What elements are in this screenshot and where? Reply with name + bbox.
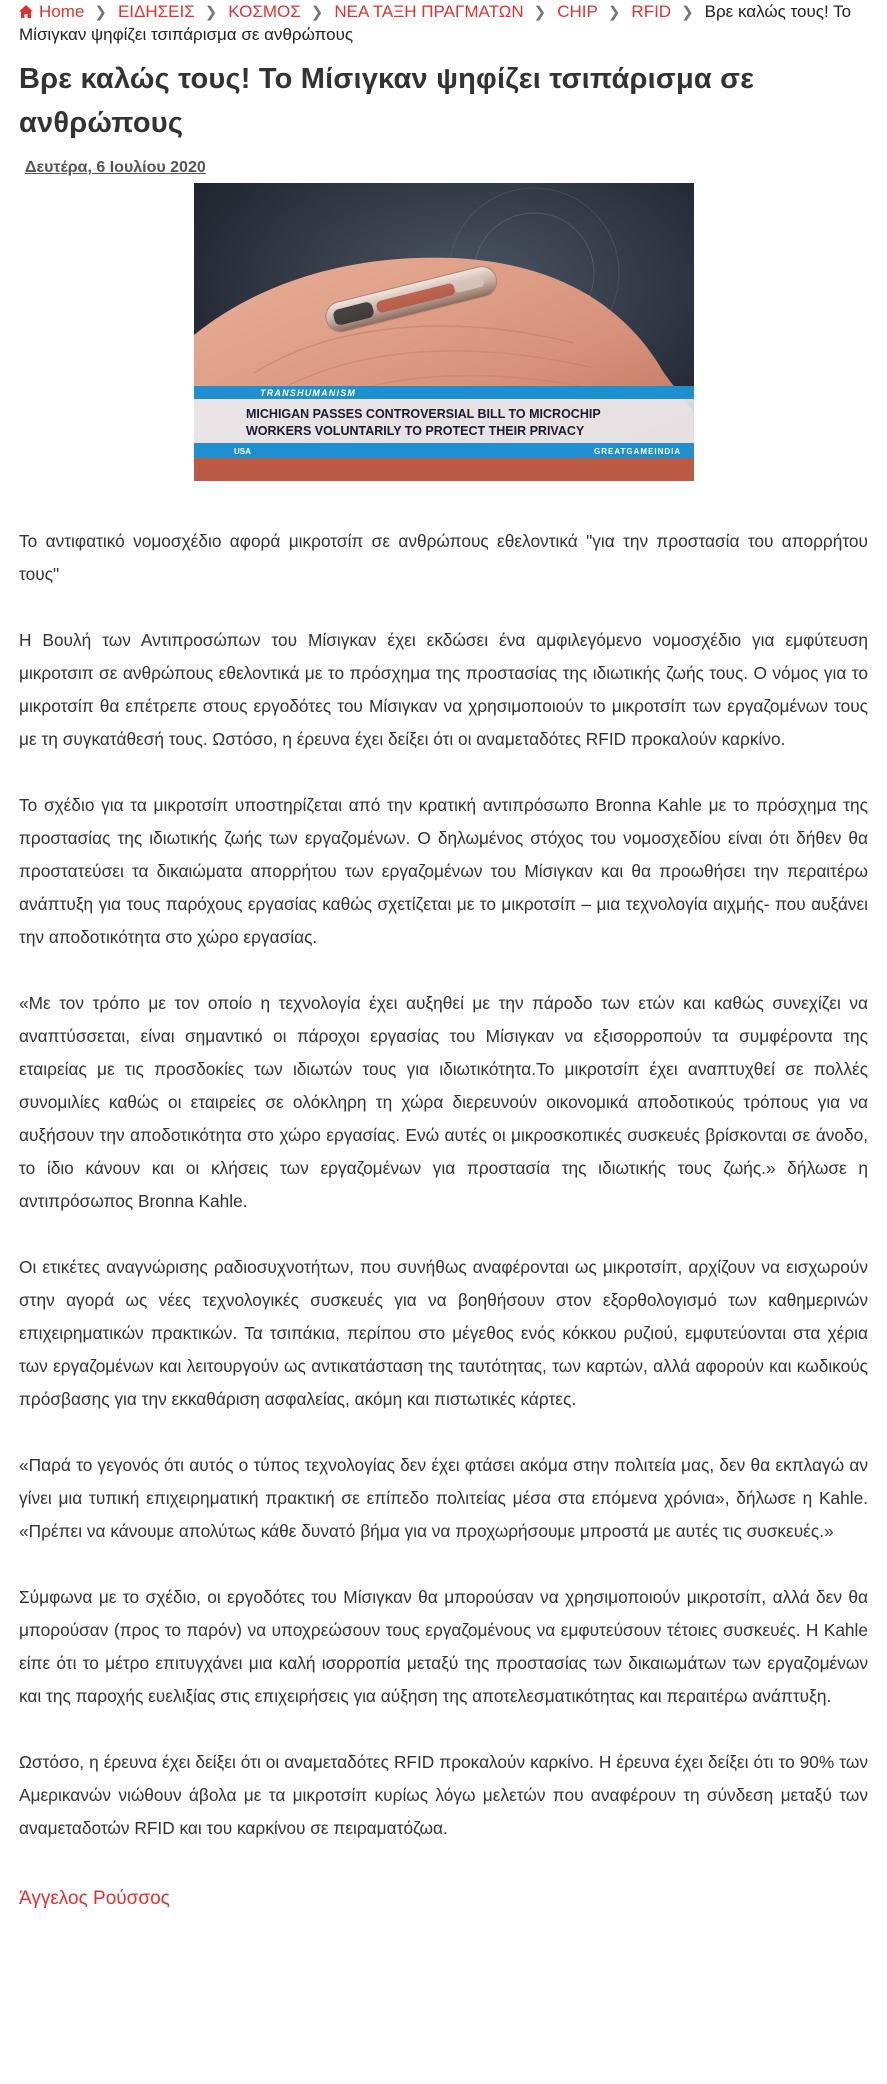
article-paragraph: «Με τον τρόπο με τον οποίο η τεχνολογία έχει αυξηθεί με την πάροδο των ετών και καθώς συνεχίζει να αναπτύσσεται, είναι σημαντικό οι πάροχοι εργασίας του Μίσιγκαν να εξισορροπούν τα συμφέροντα της εταιρείας με τις προσδοκίες των ιδιωτών τους για ιδιωτικότητα.Το μικροτσίπ έχει αναπτυχθεί σε πολλές συνομιλίες καθώς οι εταιρείες σε ολόκληρη τη χώρα διερευνούν οικονομικά αποδοτικούς τρόπους για να αυξήσουν την αποδοτικότητα στο χώρο εργασίας. Ενώ αυτές οι μικροσκοπικές συσκευές βρίσκονται σε άνοδο, το ίδιο κάνουν και οι κλήσεις των εργαζομένων για προστασία της ιδιωτικής τους ζωής.» δήλωσε η αντιπρόσωπος Bronna Kahle. [19,993,868,1211]
chevron-right-icon: ❯ [204,4,218,21]
article-image [194,183,694,481]
breadcrumb-item-rfid[interactable]: RFID [631,2,672,21]
author-link[interactable]: Άγγελος Ρούσσος [19,1888,170,1909]
breadcrumb [19,0,868,46]
breadcrumb-current: Βρε καλώς τους! Το Μίσιγκαν ψηφίζει τσιπάρισμα σε ανθρώπους [19,2,852,44]
article-paragraph: Το αντιφατικό νομοσχέδιο αφορά μικροτσίπ σε ανθρώπους εθελοντικά "για την προστασία του απορρήτου τους" [19,531,868,584]
image-headline-line2: WORKERS VOLUNTARILY TO PROTECT THEIR PRIVACY [245,424,584,438]
article-paragraph: «Παρά το γεγονός ότι αυτός ο τύπος τεχνολογίας δεν έχει φτάσει ακόμα στην πολιτεία μας, δεν θα εκπλαγώ αν γίνει μια τυπική επιχειρηματική πρακτική σε επίπεδο πολιτείας μέσα στα επόμενα χρόνια», δήλωσε η Kahle. «Πρέπει να κάνουμε απολύτως κάθε δυνατό βήμα για να προχωρήσουμε μπροστά με αυτές τις συσκευές.» [19,1455,868,1541]
article-paragraph: Ωστόσο, η έρευνα έχει δείξει ότι οι αναμεταδότες RFID προκαλούν καρκίνο. Η έρευνα έχει δείξει ότι το 90% των Αμερικανών νιώθουν άβολα με τα μικροτσίπ κυρίως λόγω μελετών που αναφέρουν τη σύνδεση μεταξύ των αναμεταδοτών RFID και του καρκίνου σε πειραματόζωα. [19,1752,868,1838]
chevron-right-icon: ❯ [533,4,547,21]
article-paragraph: Σύμφωνα με το σχέδιο, οι εργοδότες του Μίσιγκαν θα μπορούσαν να χρησιμοποιούν μικροτσίπ, αλλά δεν θα μπορούσαν (προς το παρόν) να υποχρεώσουν τους εργαζομένους να εμφυτεύσουν τέτοιες συσκευές. Η Kahle είπε ότι το μέτρο επιτυγχάνει μια καλή ισορροπία μεταξύ της προστασίας των δικαιωμάτων των εργαζομένων και της παροχής ευελιξίας στις επιχειρήσεις για αύξηση της αποτελεσματικότητας και περαιτέρω ανάπτυξη. [19,1587,868,1706]
breadcrumb-item-chip[interactable]: CHIP [557,2,598,21]
article-title: Βρε καλώς τους! Το Μίσιγκαν ψηφίζει τσιπάρισμα σε ανθρώπους [19,63,755,139]
microchip-photo [194,183,694,481]
banner-tag: TRANSHUMANISM [259,388,356,398]
home-icon [19,5,33,18]
article-date[interactable]: Δευτέρα, 6 Ιουλίου 2020 [25,159,206,176]
breadcrumb-item-news[interactable]: ΕΙΔΗΣΕΙΣ [117,2,195,21]
chevron-right-icon: ❯ [607,4,621,21]
article-paragraph: Η Βουλή των Αντιπροσώπων του Μίσιγκαν έχει εκδώσει ένα αμφιλεγόμενο νομοσχέδιο για εμφύτευση μικροτσιπ σε ανθρώπους εθελοντικά με το πρόσχημα της προστασίας της ιδιωτικής ζωής τους. Ο νόμος για το μικροτσίπ θα επέτρεπε στους εργοδότες του Μίσιγκαν να χρησιμοποιούν το μικροτσίπ των εργαζομένων τους με τη συγκατάθεσή τους. Ωστόσο, η έρευνα έχει δείξει ότι οι αναμεταδότες RFID προκαλούν καρκίνο. [19,630,868,749]
breadcrumb-item-new-world-order[interactable]: ΝΕΑ ΤΑΞΗ ΠΡΑΓΜΑΤΩΝ [334,2,524,21]
article-paragraph: Το σχέδιο για τα μικροτσίπ υποστηρίζεται από την κρατική αντιπρόσωπο Bronna Kahle με το πρόσχημα της προστασίας της ιδιωτικής ζωής των εργαζομένων. Ο δηλωμένος στόχος του νομοσχεδίου είναι ότι δήθεν θα προστατεύσει τα δικαιώματα απορρήτου των εργαζομένων του Μίσιγκαν και θα προωθήσει την περαιτέρω ανάπτυξη για τους παρόχους εργασίας καθώς σχετίζεται με το μικροτσίπ – μια τεχνολογία αιχμής- που αυξάνει την αποδοτικότητα στο χώρο εργασίας. [19,795,868,947]
chevron-right-icon: ❯ [94,4,107,21]
image-headline-line1: MICHIGAN PASSES CONTROVERSIAL BILL TO MICROCHIP [245,407,601,421]
article-paragraph: Οι ετικέτες αναγνώρισης ραδιοσυχνοτήτων, που συνήθως αναφέρονται ως μικροτσίπ, αρχίζουν να εισχωρούν στην αγορά ως νέες τεχνολογικές συσκευές για να βοηθήσουν στον εξορθολογισμό των καθημερινών επιχειρηματικών πρακτικών. Τα τσιπάκια, περίπου στο μέγεθος ενός κόκκου ρυζιού, εμφυτεύονται στα χέρια των εργαζομένων και λειτουργούν ως αντικατάσταση της ταυτότητας, των καρτών, αλλά αφορούν και κωδικούς πρόσβασης για την εκκαθάριση ασφαλείας, ακόμη και πιστωτικές κάρτες. [19,1257,868,1409]
chevron-right-icon: ❯ [681,4,694,21]
breadcrumb-home-label: Home [39,2,85,21]
chevron-right-icon: ❯ [310,4,324,21]
image-footer-left: USA [233,447,251,456]
article-body [19,525,868,1845]
breadcrumb-item-world[interactable]: ΚΟΣΜΟΣ [228,2,301,21]
breadcrumb-home-link[interactable] [19,2,84,21]
image-footer-right: GREATGAMEINDIA [593,447,681,456]
